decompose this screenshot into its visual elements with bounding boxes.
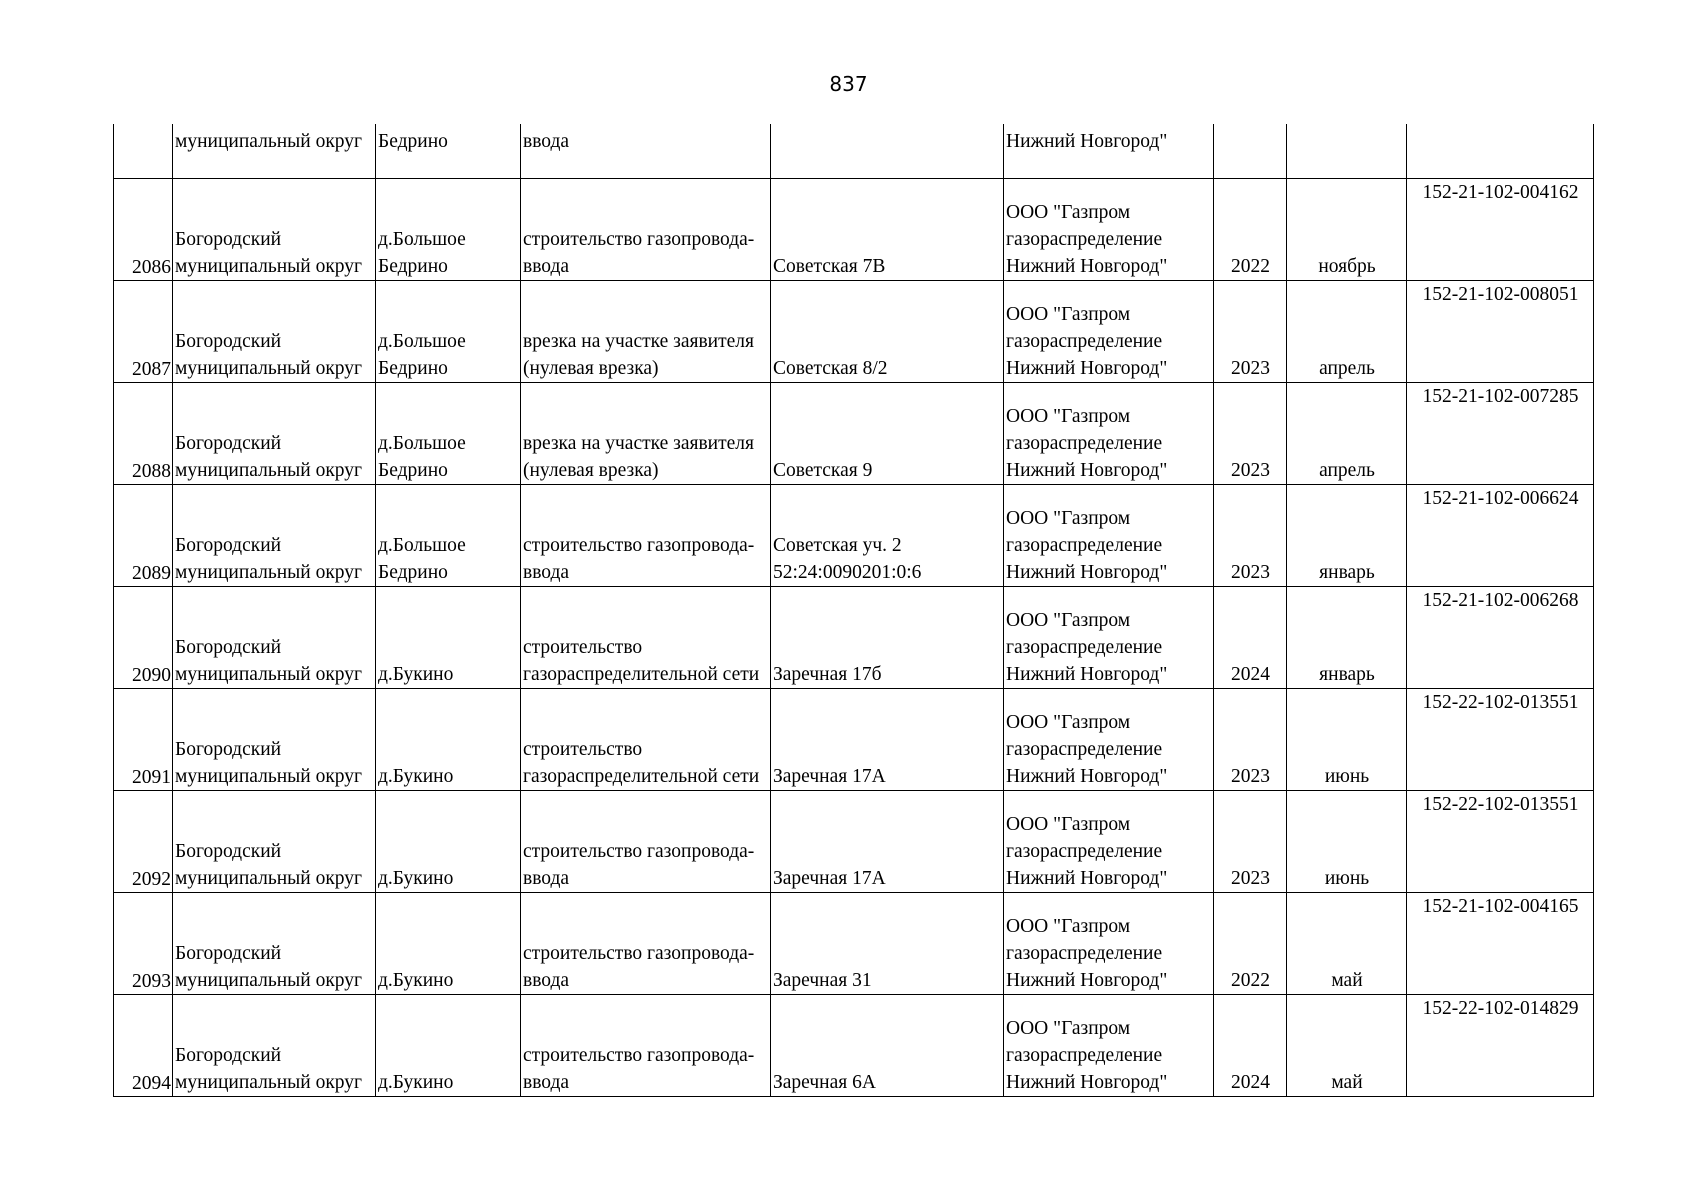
cell-line: Богородский (175, 637, 282, 658)
cell-settlement (376, 281, 521, 383)
cell-line: муниципальный округ (175, 1072, 363, 1093)
cell-address (771, 485, 1004, 587)
cell-year: 2023 (1214, 281, 1287, 383)
cell-line: строительство газопровода- (523, 841, 755, 862)
cell-work-type (521, 587, 771, 689)
cell-address (771, 383, 1004, 485)
cell-organization: Нижний Новгород" (1004, 124, 1214, 179)
cell-line: Нижний Новгород" (1006, 766, 1168, 787)
cell-line: газораспределение (1006, 943, 1163, 964)
cell-settlement (376, 893, 521, 995)
table-row (114, 995, 1594, 1097)
cell-organization (1004, 179, 1214, 281)
cell-district (173, 893, 376, 995)
cell-work-type: ввода (521, 124, 771, 179)
cell-line: ООО "Газпром (1006, 916, 1131, 937)
cell-code: 152-21-102-008051 (1407, 281, 1594, 383)
cell-settlement: Бедрино (376, 124, 521, 179)
cell-year: 2023 (1214, 791, 1287, 893)
cell-settlement (376, 995, 521, 1097)
cell-line: Бедрино (378, 460, 448, 481)
cell-line: д.Букино (378, 970, 454, 991)
cell-line: ввода (523, 868, 570, 889)
cell-line: ввода (523, 256, 570, 277)
cell-settlement (376, 791, 521, 893)
cell-line: Нижний Новгород" (1006, 358, 1168, 379)
cell-year: 2024 (1214, 587, 1287, 689)
table-row-continuation (114, 124, 1594, 179)
cell-line: Богородский (175, 943, 282, 964)
cell-num: 2094 (114, 995, 173, 1097)
cell-line: ООО "Газпром (1006, 712, 1131, 733)
cell-month: май (1287, 995, 1407, 1097)
cell-organization (1004, 281, 1214, 383)
cell-month: апрель (1287, 281, 1407, 383)
cell-code: 152-22-102-013551 (1407, 791, 1594, 893)
cell-line: (нулевая врезка) (523, 460, 659, 481)
cell-line: Богородский (175, 331, 282, 352)
cell-month: май (1287, 893, 1407, 995)
cell-line: Заречная 17А (773, 766, 886, 787)
cell-district (173, 281, 376, 383)
table-row (114, 485, 1594, 587)
cell-line: д.Букино (378, 766, 454, 787)
cell-year: 2022 (1214, 893, 1287, 995)
cell-line: строительство (523, 637, 643, 658)
cell-settlement (376, 179, 521, 281)
cell-line: строительство (523, 739, 643, 760)
cell-line: Нижний Новгород" (1006, 256, 1168, 277)
cell-work-type (521, 179, 771, 281)
cell-month: июнь (1287, 689, 1407, 791)
table-row (114, 689, 1594, 791)
cell-line: газораспределение (1006, 229, 1163, 250)
cell-line: д.Большое (378, 331, 466, 352)
cell-line: врезка на участке заявителя (523, 331, 754, 352)
cell-line: Богородский (175, 229, 282, 250)
cell-line: д.Букино (378, 664, 454, 685)
cell-code: 152-22-102-014829 (1407, 995, 1594, 1097)
cell-line: строительство газопровода- (523, 535, 755, 556)
cell-code: 152-21-102-006268 (1407, 587, 1594, 689)
cell-line: газораспределение (1006, 637, 1163, 658)
cell-line: Бедрино (378, 256, 448, 277)
gas-connection-table (113, 124, 1594, 1097)
table-row (114, 383, 1594, 485)
cell-organization (1004, 587, 1214, 689)
cell-line: Советская 8/2 (773, 358, 888, 379)
table-row (114, 587, 1594, 689)
cell-address (771, 587, 1004, 689)
cell-line: газораспределение (1006, 739, 1163, 760)
cell-line: строительство газопровода- (523, 943, 755, 964)
cell-line: Советская 7В (773, 256, 886, 277)
cell-num: 2088 (114, 383, 173, 485)
cell-line: Богородский (175, 433, 282, 454)
cell-organization (1004, 791, 1214, 893)
cell-line: Бедрино (378, 358, 448, 379)
cell-code: 152-21-102-004165 (1407, 893, 1594, 995)
cell-line: Нижний Новгород" (1006, 460, 1168, 481)
cell-district (173, 383, 376, 485)
cell-district: муниципальный округ (173, 124, 376, 179)
cell-line: Богородский (175, 841, 282, 862)
cell-line: Заречная 17А (773, 868, 886, 889)
cell-district (173, 587, 376, 689)
cell-line: Заречная 17б (773, 664, 882, 685)
cell-num: 2086 (114, 179, 173, 281)
cell-year: 2023 (1214, 485, 1287, 587)
table-row (114, 179, 1594, 281)
cell-line: д.Букино (378, 1072, 454, 1093)
cell-line: д.Большое (378, 433, 466, 454)
cell-year: 2023 (1214, 383, 1287, 485)
cell-line: газораспределение (1006, 535, 1163, 556)
cell-line: ООО "Газпром (1006, 202, 1131, 223)
cell-month: ноябрь (1287, 179, 1407, 281)
cell-line: муниципальный округ (175, 970, 363, 991)
cell-district (173, 179, 376, 281)
cell-settlement (376, 485, 521, 587)
cell-code: 152-22-102-013551 (1407, 689, 1594, 791)
cell-line: ООО "Газпром (1006, 1018, 1131, 1039)
cell-organization (1004, 485, 1214, 587)
cell-num: 2092 (114, 791, 173, 893)
cell-line: Заречная 6А (773, 1072, 876, 1093)
cell-code: 152-21-102-007285 (1407, 383, 1594, 485)
cell-district (173, 689, 376, 791)
cell-num: 2091 (114, 689, 173, 791)
cell-num: 2090 (114, 587, 173, 689)
cell-line: ООО "Газпром (1006, 814, 1131, 835)
cell-line: строительство газопровода- (523, 1045, 755, 1066)
cell-line: газораспределительной сети (523, 766, 760, 787)
cell-month: январь (1287, 485, 1407, 587)
cell-line: ООО "Газпром (1006, 610, 1131, 631)
table-body (114, 124, 1594, 1097)
cell-line: Нижний Новгород" (1006, 970, 1168, 991)
cell-line: муниципальный округ (175, 766, 363, 787)
cell-line: Нижний Новгород" (1006, 562, 1168, 583)
cell-line: врезка на участке заявителя (523, 433, 754, 454)
cell-line: д.Большое (378, 229, 466, 250)
cell-num: 2093 (114, 893, 173, 995)
cell-work-type (521, 485, 771, 587)
cell-district (173, 791, 376, 893)
cell-work-type (521, 281, 771, 383)
cell-address (771, 179, 1004, 281)
cell-line: д.Букино (378, 868, 454, 889)
cell-year: 2023 (1214, 689, 1287, 791)
cell-address (771, 791, 1004, 893)
cell-address (771, 893, 1004, 995)
cell-line: ООО "Газпром (1006, 508, 1131, 529)
cell-line: газораспределение (1006, 1045, 1163, 1066)
cell-organization (1004, 383, 1214, 485)
cell-settlement (376, 689, 521, 791)
cell-settlement (376, 383, 521, 485)
table-row (114, 791, 1594, 893)
cell-work-type (521, 383, 771, 485)
cell-line: ввода (523, 970, 570, 991)
table-row (114, 893, 1594, 995)
cell-address (771, 995, 1004, 1097)
cell-line: газораспределение (1006, 841, 1163, 862)
cell-line: муниципальный округ (175, 358, 363, 379)
cell-line: муниципальный округ (175, 868, 363, 889)
cell-month: июнь (1287, 791, 1407, 893)
cell-organization (1004, 893, 1214, 995)
cell-line: Богородский (175, 739, 282, 760)
cell-line: газораспределительной сети (523, 664, 760, 685)
cell-line: газораспределение (1006, 331, 1163, 352)
cell-line: строительство газопровода- (523, 229, 755, 250)
cell-month: апрель (1287, 383, 1407, 485)
cell-line: муниципальный округ (175, 664, 363, 685)
cell-district (173, 995, 376, 1097)
cell-month: январь (1287, 587, 1407, 689)
cell-address (771, 281, 1004, 383)
cell-organization (1004, 689, 1214, 791)
cell-address (771, 124, 1004, 179)
cell-line: муниципальный округ (175, 562, 363, 583)
cell-line: Советская уч. 2 (773, 535, 902, 556)
cell-num: 2087 (114, 281, 173, 383)
cell-address (771, 689, 1004, 791)
cell-work-type (521, 689, 771, 791)
cell-work-type (521, 893, 771, 995)
cell-line: Заречная 31 (773, 970, 872, 991)
cell-line: муниципальный округ (175, 256, 363, 277)
cell-line: ООО "Газпром (1006, 406, 1131, 427)
cell-line: ООО "Газпром (1006, 304, 1131, 325)
cell-line: газораспределение (1006, 433, 1163, 454)
cell-code: 152-21-102-004162 (1407, 179, 1594, 281)
cell-line: Советская 9 (773, 460, 873, 481)
cell-organization (1004, 995, 1214, 1097)
cell-year: 2022 (1214, 179, 1287, 281)
cell-code: 152-21-102-006624 (1407, 485, 1594, 587)
page-number: 837 (829, 72, 868, 96)
cell-line: д.Большое (378, 535, 466, 556)
cell-line: Богородский (175, 1045, 282, 1066)
cell-line: (нулевая врезка) (523, 358, 659, 379)
cell-line: 52:24:0090201:0:6 (773, 562, 922, 583)
cell-settlement (376, 587, 521, 689)
cell-line: Бедрино (378, 562, 448, 583)
cell-num (114, 124, 173, 179)
cell-district (173, 485, 376, 587)
table-row (114, 281, 1594, 383)
cell-month (1287, 124, 1407, 179)
cell-line: ввода (523, 1072, 570, 1093)
cell-year: 2024 (1214, 995, 1287, 1097)
cell-line: Нижний Новгород" (1006, 868, 1168, 889)
cell-year (1214, 124, 1287, 179)
cell-line: Нижний Новгород" (1006, 1072, 1168, 1093)
cell-line: Нижний Новгород" (1006, 664, 1168, 685)
cell-line: муниципальный округ (175, 460, 363, 481)
cell-work-type (521, 995, 771, 1097)
cell-code (1407, 124, 1594, 179)
cell-line: Богородский (175, 535, 282, 556)
cell-num: 2089 (114, 485, 173, 587)
cell-work-type (521, 791, 771, 893)
cell-line: ввода (523, 562, 570, 583)
